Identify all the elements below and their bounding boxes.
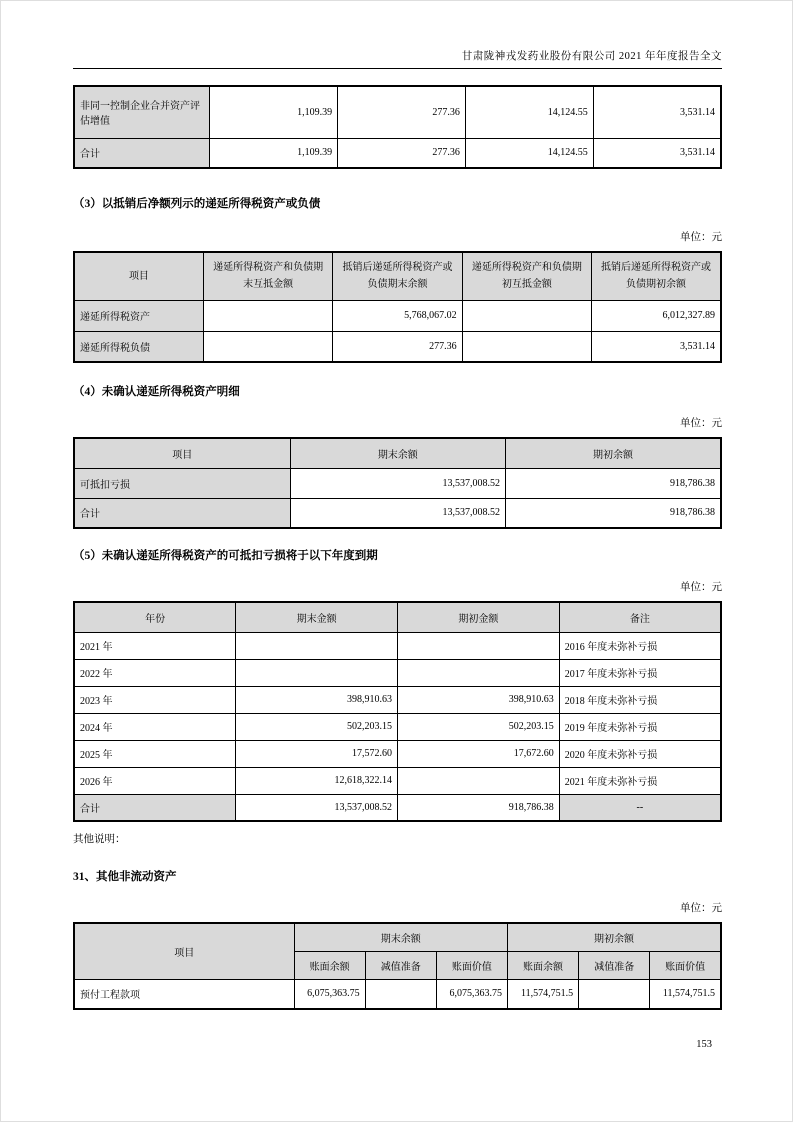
year-label: 2025 年 [74,740,236,767]
column-header: 备注 [559,602,721,632]
table-cell [203,300,332,331]
section5-table [73,601,722,822]
table-row [74,686,721,713]
table-cell: 17,572.60 [236,740,398,767]
table-row [74,767,721,794]
table-cell: 277.36 [333,331,462,362]
table-cell: 398,910.63 [236,686,398,713]
table-row [74,632,721,659]
header-row [74,602,721,632]
table-cell: 6,075,363.75 [294,979,365,1009]
year-label: 2024 年 [74,713,236,740]
table-row [74,331,721,362]
group-header-begin: 期初余额 [507,923,721,951]
table-cell: 12,618,322.14 [236,767,398,794]
row-label: 非同一控制企业合并资产评估增值 [74,86,210,138]
section3-table [73,251,722,363]
table-cell [462,331,591,362]
section5-heading: （5）未确认递延所得税资产的可抵扣亏损将于以下年度到期 [73,550,378,562]
row-label: 递延所得税资产 [74,300,203,331]
section3-heading: （3）以抵销后净额列示的递延所得税资产或负债 [73,198,321,210]
unit-label: 单位：元 [680,418,722,429]
table-cell: 3,531.14 [593,86,721,138]
column-header: 减值准备 [579,951,650,979]
table-cell [398,659,560,686]
column-header: 抵销后递延所得税资产或负债期末余额 [333,252,462,300]
column-header: 账面价值 [650,951,721,979]
table-cell [236,632,398,659]
table-cell [398,632,560,659]
section4-table [73,437,722,529]
column-header: 减值准备 [365,951,436,979]
table-cell: 13,537,008.52 [290,468,505,498]
table-cell: 11,574,751.5 [507,979,578,1009]
table-row [74,86,721,138]
column-header: 账面余额 [294,951,365,979]
table-row-total [74,794,721,821]
table-cell: 277.36 [338,86,466,138]
column-header: 递延所得税资产和负债期初互抵金额 [462,252,591,300]
year-label: 2022 年 [74,659,236,686]
row-label: 可抵扣亏损 [74,468,290,498]
table-cell [579,979,650,1009]
table-row-total [74,138,721,168]
column-header: 期末余额 [290,438,505,468]
table-cell: 277.36 [338,138,466,168]
table-cell: 502,203.15 [236,713,398,740]
table-cell: 14,124.55 [465,138,593,168]
column-header: 项目 [74,923,294,979]
table-cell: 3,531.14 [592,331,721,362]
table-row [74,713,721,740]
table-cell: 5,768,067.02 [333,300,462,331]
note-cell: 2016 年度未弥补亏损 [559,632,721,659]
column-header: 期末金额 [236,602,398,632]
table-row-total [74,498,721,528]
row-label: 预付工程款项 [74,979,294,1009]
table-cell: 6,012,327.89 [592,300,721,331]
note-cell: -- [559,794,721,821]
row-label: 合计 [74,498,290,528]
page-content [73,1,722,1010]
group-header-end: 期末余额 [294,923,507,951]
note-cell: 2019 年度未弥补亏损 [559,713,721,740]
table-cell: 502,203.15 [398,713,560,740]
year-label: 2026 年 [74,767,236,794]
table-cell: 13,537,008.52 [290,498,505,528]
note-cell: 2018 年度未弥补亏损 [559,686,721,713]
table-cell: 1,109.39 [210,138,338,168]
note-cell: 2017 年度未弥补亏损 [559,659,721,686]
table-cell [365,979,436,1009]
column-header: 项目 [74,438,290,468]
table-cell: 6,075,363.75 [436,979,507,1009]
table-cell: 1,109.39 [210,86,338,138]
table-cell: 918,786.38 [506,498,721,528]
column-header: 账面余额 [507,951,578,979]
table-cell: 3,531.14 [593,138,721,168]
table-cell: 14,124.55 [465,86,593,138]
table-cell [203,331,332,362]
section4-heading: （4）未确认递延所得税资产明细 [73,386,240,398]
row-label: 合计 [74,138,210,168]
column-header: 期初余额 [506,438,721,468]
header-row [74,438,721,468]
column-header: 递延所得税资产和负债期末互抵金额 [203,252,332,300]
table-cell: 13,537,008.52 [236,794,398,821]
table-cell [462,300,591,331]
table-cell: 918,786.38 [506,468,721,498]
carryover-table [73,85,722,169]
table-row [74,979,721,1009]
header-row-groups [74,923,721,951]
year-label: 2021 年 [74,632,236,659]
row-label: 递延所得税负债 [74,331,203,362]
column-header: 账面价值 [436,951,507,979]
table-cell: 398,910.63 [398,686,560,713]
table-cell: 918,786.38 [398,794,560,821]
report-title: 甘肃陇神戎发药业股份有限公司 2021 年年度报告全文 [73,48,722,69]
header-row [74,252,721,300]
unit-label: 单位：元 [680,582,722,593]
table-cell [398,767,560,794]
row-label: 合计 [74,794,236,821]
table-cell [236,659,398,686]
unit-label: 单位：元 [680,903,722,914]
document-header [73,1,722,69]
column-header: 年份 [74,602,236,632]
section31-table [73,922,722,1010]
note-cell: 2021 年度未弥补亏损 [559,767,721,794]
section31-heading: 31、其他非流动资产 [73,871,177,883]
table-row [74,740,721,767]
table-row [74,468,721,498]
table-cell: 17,672.60 [398,740,560,767]
column-header: 期初金额 [398,602,560,632]
year-label: 2023 年 [74,686,236,713]
column-header: 项目 [74,252,203,300]
column-header: 抵销后递延所得税资产或负债期初余额 [592,252,721,300]
page-number: 153 [696,1039,712,1050]
table-row [74,659,721,686]
table-row [74,300,721,331]
other-note: 其他说明： [73,834,126,845]
note-cell: 2020 年度未弥补亏损 [559,740,721,767]
table-cell: 11,574,751.5 [650,979,721,1009]
unit-label: 单位：元 [680,232,722,243]
